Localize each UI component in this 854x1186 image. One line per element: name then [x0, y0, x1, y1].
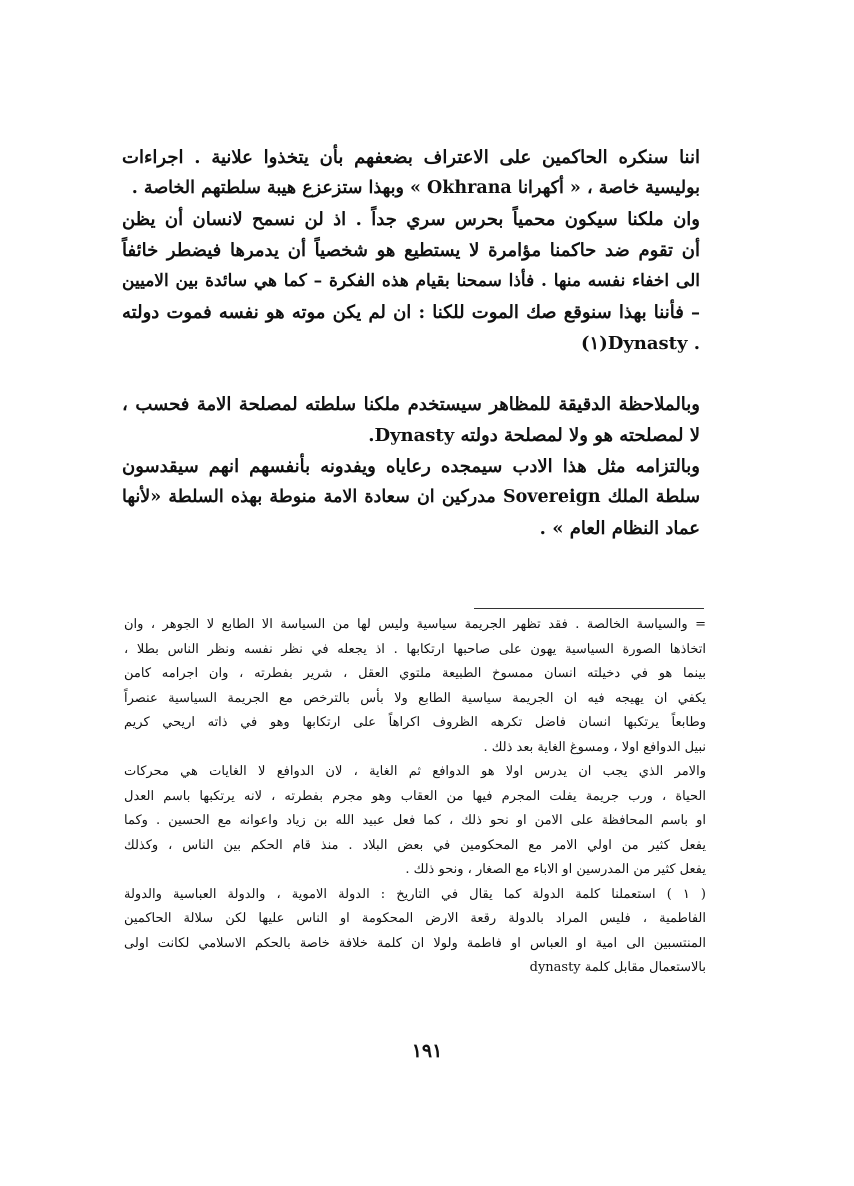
footnote-line: يفعل كثير من المدرسين او الاباء مع الصغار ، ونحو ذلك .: [405, 862, 706, 877]
text-line: أن تقوم ضد حاكمنا مؤامرة لا يستطيع هو شخصياً أن يدمرها فيضطر خائفاً: [122, 240, 700, 261]
footnote-line: والامر الذي يجب ان يدرس اولا هو الدوافع ثم الغاية ، لان الدوافع لا الغايات هي محركات: [124, 764, 706, 779]
text-line: وان ملكنا سيكون محمياً بحرس سري جداً . اذ لن نسمح لانسان أن يظن: [122, 209, 700, 230]
text-line: وبالملاحظة الدقيقة للمظاهر سيستخدم ملكنا سلطته لمصلحة الامة فحسب ،: [122, 394, 700, 415]
footnote-line: الحياة ، ورب جريمة يفلت المجرم فيها من العقاب وهو مجرم بفطرته ، لانه يرتكبها باسم العدل: [124, 788, 706, 804]
footnotes: [124, 613, 706, 981]
text-line: . Dynasty(١): [580, 333, 700, 354]
text-line: لا لمصلحته هو ولا لمصلحة دولته Dynasty.: [368, 425, 700, 446]
text-line: سلطة الملك Sovereign مدركين ان سعادة الامة منوطة بهذه السلطة «لأنها: [122, 487, 701, 507]
text-line: – فأننا بهذا سنوقع صك الموت للكنا : ان لم يكن موته هو نفسه فموت دولته: [122, 302, 700, 323]
text-line: الى اخفاء نفسه منها . فأذا سمحنا بقيام هذه الفكرة – كما هي سائدة بين الاميين: [122, 271, 700, 291]
footnote-line: بينما هو في دخيلته انسان ممسوخ الطبيعة ملتوي العقل ، شرير بفطرته ، وان اجرامه كامن: [124, 666, 706, 681]
text-line: وبالتزامه مثل هذا الادب سيمجده رعاياه ويفدونه بأنفسهم انهم سيقدسون: [122, 456, 700, 477]
footnote-line: يفعل كثير من اولي الامر مع المحكومين في بعض البلاد . منذ قام الحكم بين الناس ، وكذلك: [124, 837, 706, 853]
paragraph-gap: [122, 359, 700, 389]
footnote-separator: [474, 608, 704, 609]
text-line: بوليسية خاصة ، « أكهرانا Okhrana » وبهذا ستزعزع هيبة سلطتهم الخاصة .: [131, 178, 700, 198]
footnote-line: ( ١ ) استعملنا كلمة الدولة كما يقال في التاريخ : الدولة الاموية ، والدولة العباسية والدولة: [124, 886, 706, 902]
footnote-line: يكفي ان يهيجه فيه ان الجريمة سياسية الطابع ولا بأس بالترخص مع الجريمة السياسية عنصراً: [124, 690, 706, 706]
footnote-line: الفاطمية ، فليس المراد بالدولة رقعة الارض المحكومة او الناس عليها لكن سلالة الحاكمين: [124, 911, 706, 926]
main-text: [122, 142, 700, 544]
text-line: اننا سنكره الحاكمين على الاعتراف بضعفهم بأن يتخذوا علانية . اجراءات: [122, 147, 700, 168]
footnote-line: = والسياسة الخالصة . فقد تظهر الجريمة سياسية وليس لها من السياسة الا الطابع لا الجوهر ، وان: [124, 617, 706, 632]
footnote-line: وطابعاً يرتكبها انسان فاضل تكرهه الظروف اكراهاً على ارتكابها وهو في ذاته اريحي كريم: [124, 715, 706, 730]
text-line: عماد النظام العام » .: [539, 518, 700, 539]
footnote-line: نبيل الدوافع اولا ، ومسوغ الغاية بعد ذلك .: [483, 739, 706, 755]
footnote-line: بالاستعمال مقابل كلمة dynasty: [529, 960, 706, 975]
footnote-line: او باسم المحافظة على الامن او نحو ذلك ، كما فعل عبيد الله بن زياد واعوانه مع الحسين . وكما: [124, 813, 706, 828]
page-number: ١٩١: [411, 1040, 443, 1062]
footnote-line: المنتسبين الى امية او العباس او فاطمة ولولا ان كلمة خلافة خاصة بالحكم الاسلامي لكانت اولى: [124, 935, 706, 951]
footnote-line: اتخاذها الصورة السياسية يهون على صاحبها ارتكابها . اذ يجعله في نظر نفسه ونظر الناس بطلا ،: [124, 641, 706, 657]
